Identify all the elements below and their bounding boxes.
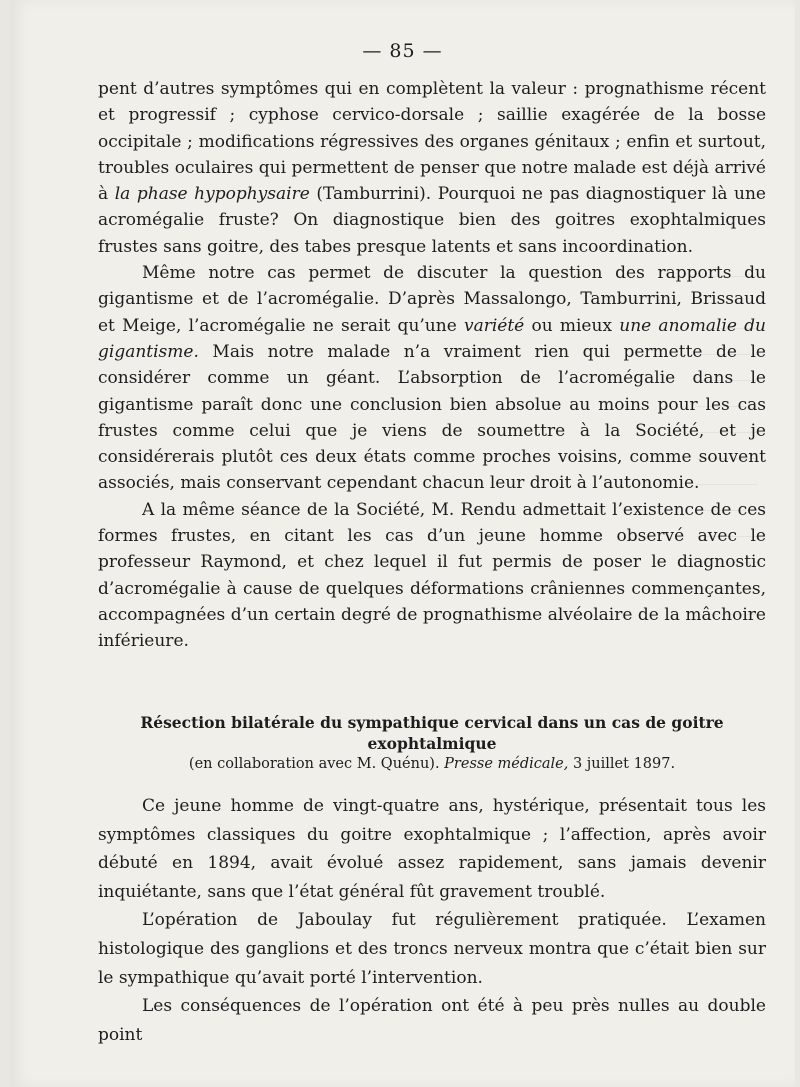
text-block-top — [98, 76, 766, 655]
book-page — [10, 0, 795, 1087]
p1-text-1: pent d’autres symptômes qui en complètent la valeur : prognathisme récent et progressif ; cyphose cervico-dorsale ; saillie exagérée de la bosse occipitale ; modifications régressives des organes génitaux ; enfin et surtout, troubles oculaires qui permettent de penser que notre malade est déjà arrivé à — [98, 79, 766, 205]
paragraph-1 — [98, 76, 766, 260]
p2-text-3: Mais notre malade n’a vraiment rien qui permette de le considérer comme un géant. L’absorption de l’acromégalie dans le gigantisme paraît donc une conclusion bien absolue au moins pour les cas frustes comme celui que je viens de soumettre à la Société, et je considérerais plutôt ces deux états comme proches voisins, comme souvent associés, mais conservant cependant chacun leur droit à l’autonomie. — [98, 341, 766, 494]
subtitle-text-2: 3 juillet 1897. — [568, 756, 676, 772]
paragraph-2 — [98, 260, 766, 497]
text-block-bottom — [98, 792, 766, 1049]
paragraph-6: Les conséquences de l’opération ont été à peu près nulles au double point — [98, 996, 766, 1045]
paragraph-4: Ce jeune homme de vingt-quatre ans, hystérique, présentait tous les symptômes classiques du goitre exophtalmique ; l’affection, après avoir débuté en 1894, avait évolué assez rapidement, sans jamais devenir inquiétante, sans que l’état général fût gravement troublé. — [98, 796, 766, 902]
p2-text-2: ou mieux — [524, 315, 620, 336]
p2-italic-2: une anomalie du gigantisme. — [98, 315, 766, 362]
subtitle-text-1: (en collaboration avec M. Quénu). — [188, 756, 445, 772]
p2-italic-1: variété — [463, 315, 525, 336]
p1-text-2: (Tamburrini). Pourquoi ne pas diagnostiquer là une acromégalie fruste? On diagnostique bien des goitres exophtalmiques frustes sans goitre, des tabes presque latents et sans incoordination. — [98, 184, 766, 257]
paragraph-3: A la même séance de la Société, M. Rendu admettait l’existence de ces formes frustes, en citant les cas d’un jeune homme observé avec le professeur Raymond, et chez lequel il fut permis de poser le diagnostic d’acromégalie à cause de quelques déformations crâniennes commençantes, accompagnées d’un certain degré de prognathisme alvéolaire de la mâchoire inférieure. — [98, 499, 766, 652]
p2-text-1: Même notre cas permet de discuter la question des rapports du gigantisme et de l’acromégalie. D’après Massalongo, Tamburrini, Brissaud et Meige, l’acromégalie ne serait qu’une — [98, 263, 766, 336]
subtitle-italic: Presse médicale, — [444, 756, 569, 772]
section-heading — [98, 712, 766, 775]
heading-title: Résection bilatérale du sympathique cervical dans un cas de goitre exophtalmique — [140, 713, 724, 753]
paragraph-5: L’opération de Jaboulay fut régulièrement pratiquée. L’examen histologique des ganglions et des troncs nerveux montra que c’était bien sur le sympathique qu’avait porté l’intervention. — [98, 910, 766, 988]
heading-subtitle — [98, 754, 766, 775]
page-number: — 85 — — [362, 40, 443, 62]
p1-italic-1: la phase hypophysaire — [114, 184, 310, 205]
